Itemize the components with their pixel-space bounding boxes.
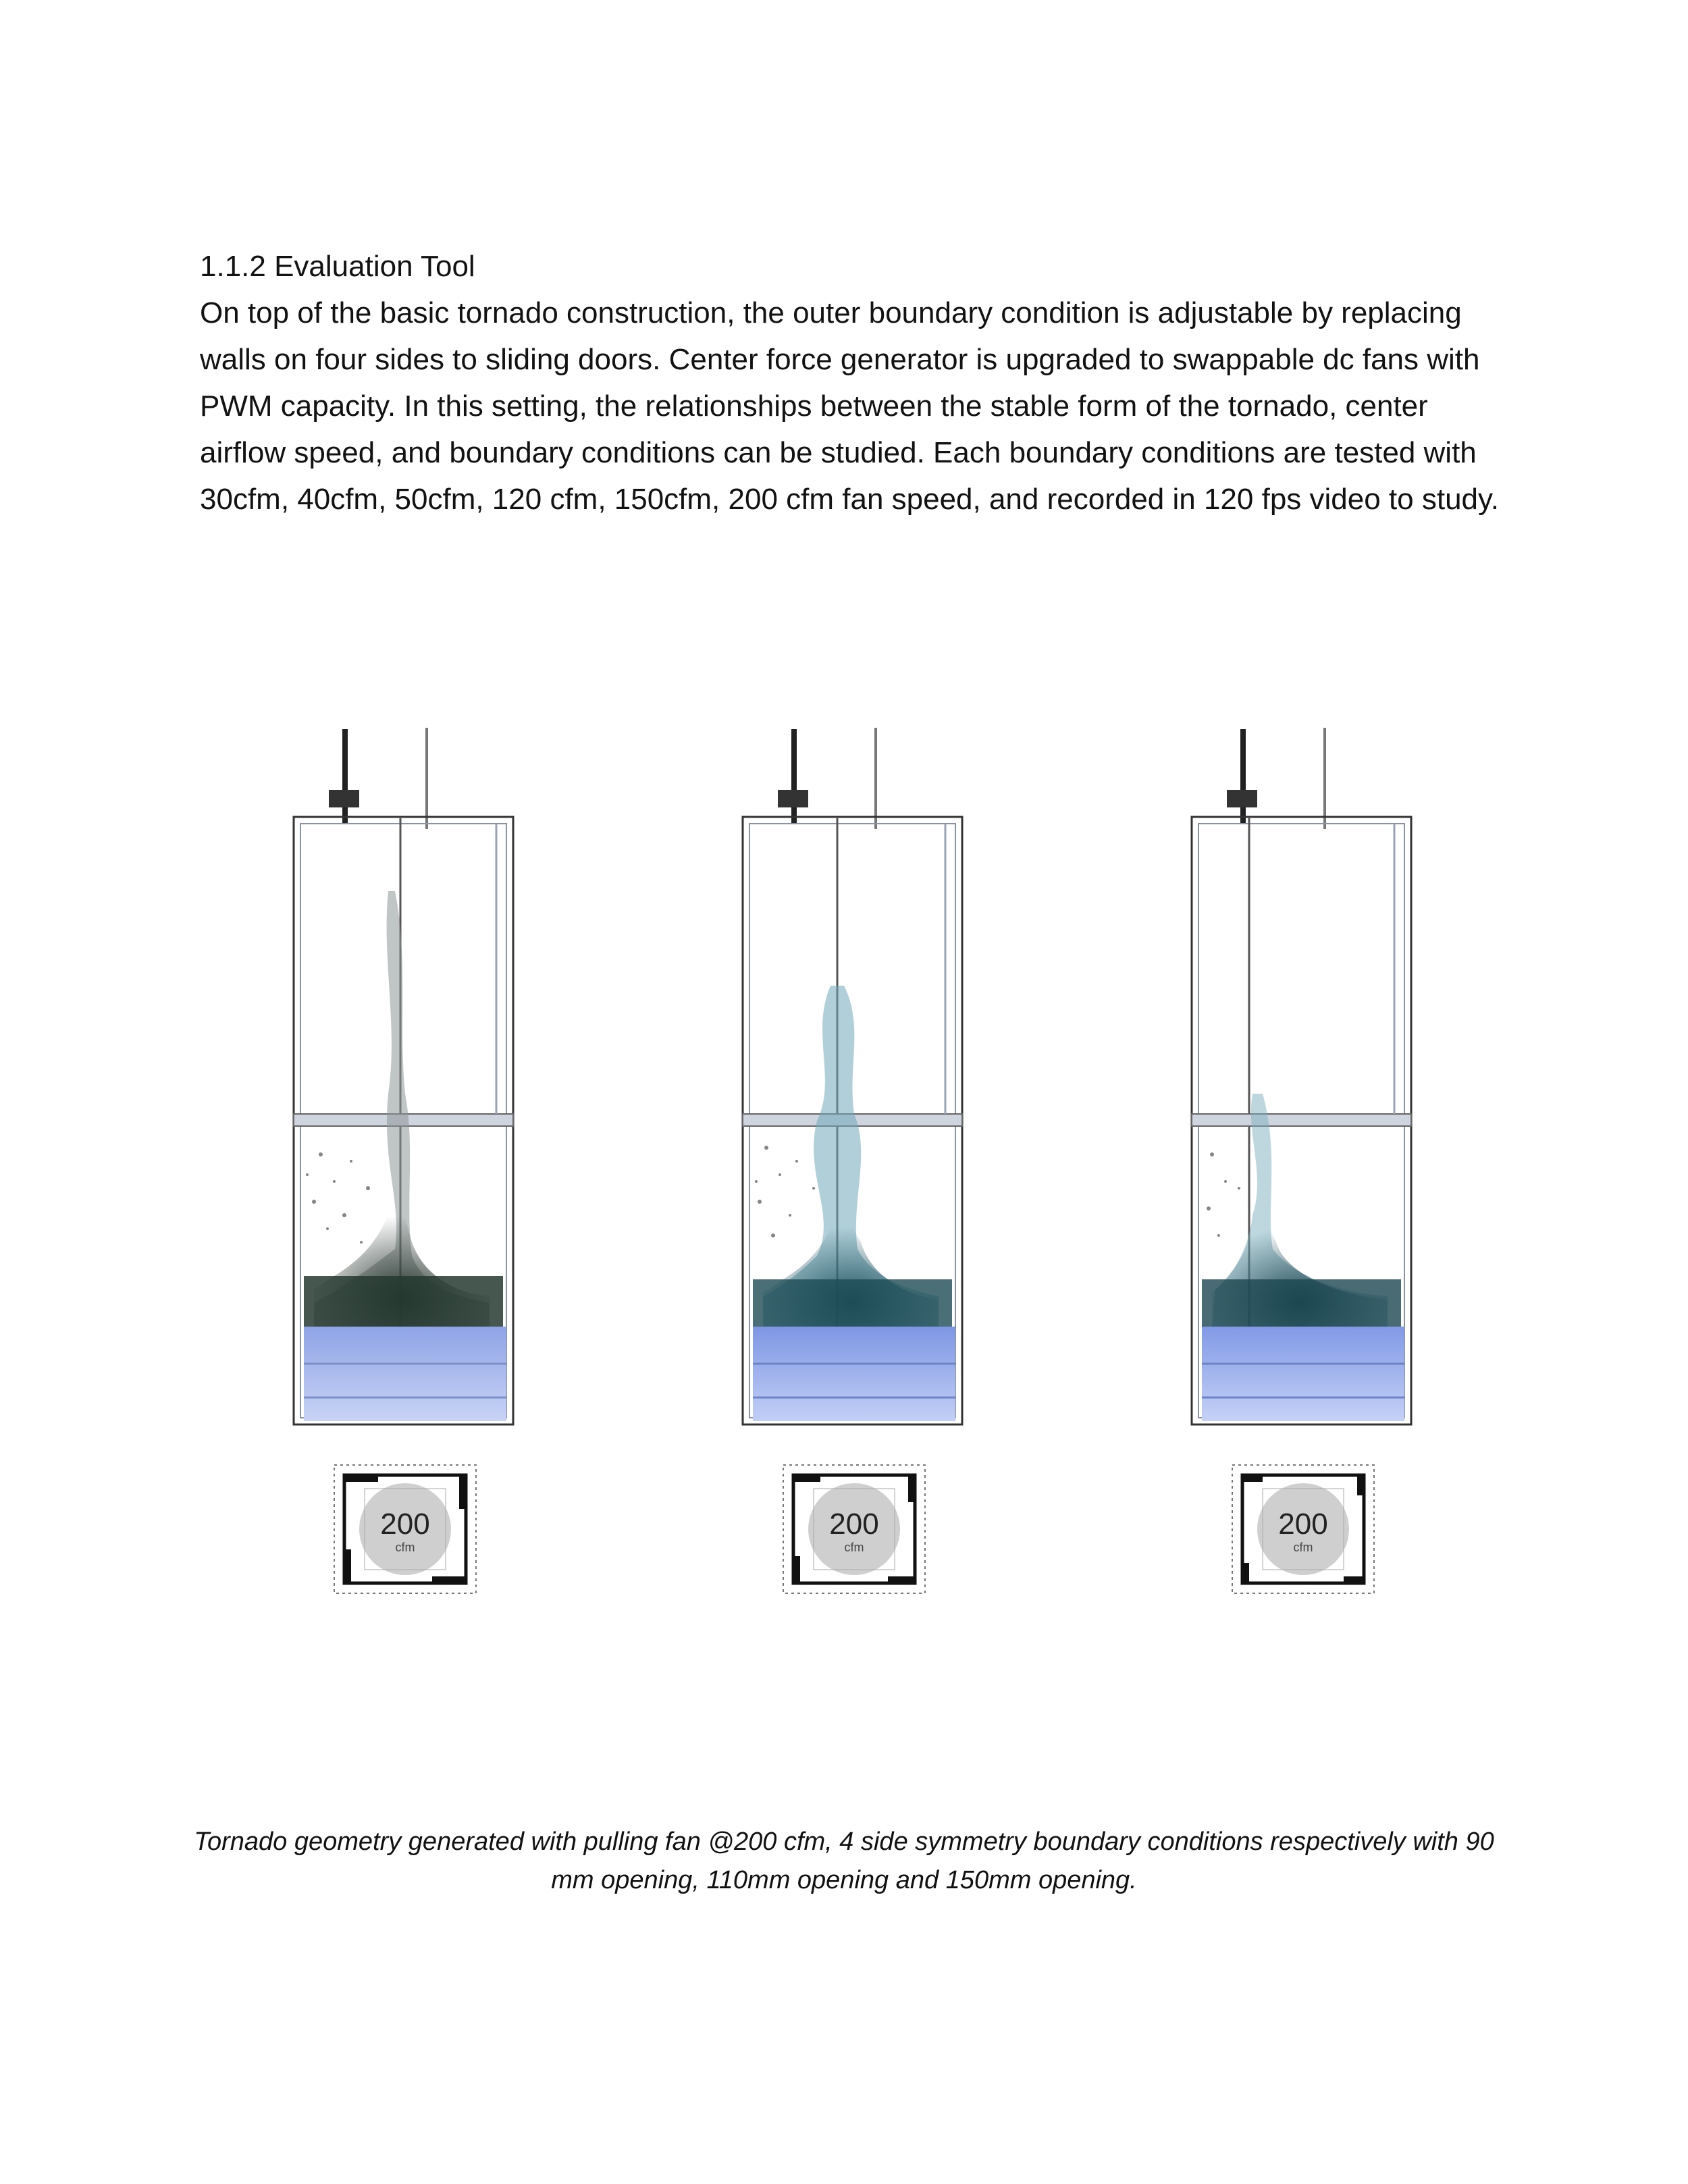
section-body: On top of the basic tornado construction, the outer boundary condition is adjustable by replacing walls on four sides to sliding doors. Center force generator is upgraded to swappable dc fans with PWM capacity. In this setting, the relationships between the stable form of the tornado, center airflow speed, and boundary conditions can be studied. Each boundary conditions are tested with 30cfm, 40cfm, 50cfm, 120 cfm, 150cfm, 200 cfm fan speed, and recorded in 120 fps video to study. [200, 296, 1499, 516]
plan-unit-b: cfm [844, 1541, 864, 1554]
plan-diagram-b [776, 1458, 932, 1600]
plan-value-b: 200 [829, 1508, 879, 1541]
caption-line-1: Tornado geometry generated with pulling fan @200 cfm, 4 side symmetry boundary conditions respectively with 90 [194, 1828, 1494, 1856]
plan-unit-a: cfm [395, 1541, 415, 1554]
tornado-photo-c [1185, 716, 1421, 1431]
tornado-chamber-c [1185, 716, 1421, 1431]
plan-diagram-a [327, 1458, 483, 1600]
section-heading: 1.1.2 Evaluation Tool [200, 250, 475, 283]
plan-value-c: 200 [1278, 1508, 1328, 1541]
tornado-chamber-b [736, 716, 972, 1431]
tornado-photo-a [287, 716, 523, 1431]
tornado-chamber-a [287, 716, 523, 1431]
pipe-right [425, 728, 428, 829]
caption-line-2: mm opening, 110mm opening and 150mm opening. [551, 1866, 1137, 1894]
section-text [200, 243, 1516, 523]
plan-diagram-c [1225, 1458, 1381, 1600]
plan-value-a: 200 [380, 1508, 430, 1541]
figure-caption [189, 1823, 1499, 1900]
tornado-photo-b [736, 716, 972, 1431]
pipe-left [342, 729, 348, 824]
plan-unit-c: cfm [1293, 1541, 1313, 1554]
